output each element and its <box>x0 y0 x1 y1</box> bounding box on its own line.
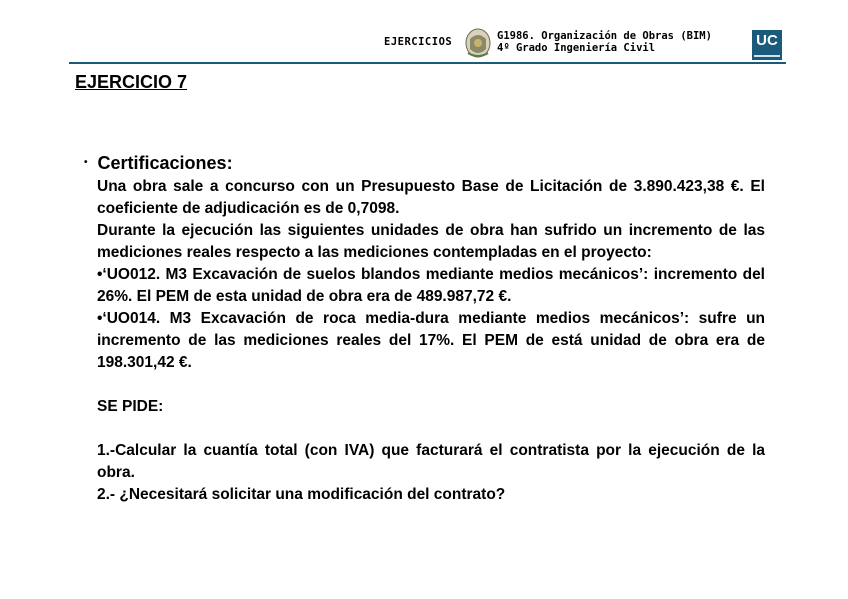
course-title: G1986. Organización de Obras (BIM) <box>497 30 712 42</box>
se-pide-heading: SE PIDE: <box>97 398 164 415</box>
section-heading <box>84 153 233 174</box>
university-emblem-icon <box>464 27 492 59</box>
exercise-body <box>97 176 765 506</box>
spacer <box>97 374 765 396</box>
uc-logo-text: UC <box>756 32 778 49</box>
work-unit-item: •‘UO014. M3 Excavación de roca media-dura mediante medios mecánicos’: sufre un incremento de las mediciones reales del 17%. El PEM de está unidad de obra era de 198.301,42 €. <box>97 310 765 371</box>
statement-paragraph: Durante la ejecución las siguientes unidades de obra han sufrido un incremento de las mediciones reales respecto a las mediciones contempladas en el proyecto: <box>97 222 765 261</box>
question-item: 2.- ¿Necesitará solicitar una modificación del contrato? <box>97 486 506 503</box>
course-info <box>497 30 712 54</box>
question-item: 1.-Calcular la cuantía total (con IVA) que facturará el contratista por la ejecución de la obra. <box>97 442 765 481</box>
uc-logo <box>752 30 782 60</box>
course-degree: 4º Grado Ingeniería Civil <box>497 42 656 54</box>
work-unit-item: •‘UO012. M3 Excavación de suelos blandos mediante medios mecánicos’: incremento del 26%. El PEM de esta unidad de obra era de 489.987,72 €. <box>97 266 765 305</box>
uc-logo-underline <box>754 55 780 57</box>
statement-paragraph: Una obra sale a concurso con un Presupuesto Base de Licitación de 3.890.423,38 €. El coeficiente de adjudicación es de 0,7098. <box>97 178 765 217</box>
header-divider <box>69 62 786 64</box>
exercise-title: EJERCICIO 7 <box>75 72 188 92</box>
spacer <box>97 418 765 440</box>
bullet-icon: • <box>84 156 88 168</box>
section-heading-text: Certificaciones: <box>97 153 233 173</box>
page-header <box>0 0 848 62</box>
section-label: EJERCICIOS <box>384 36 453 48</box>
